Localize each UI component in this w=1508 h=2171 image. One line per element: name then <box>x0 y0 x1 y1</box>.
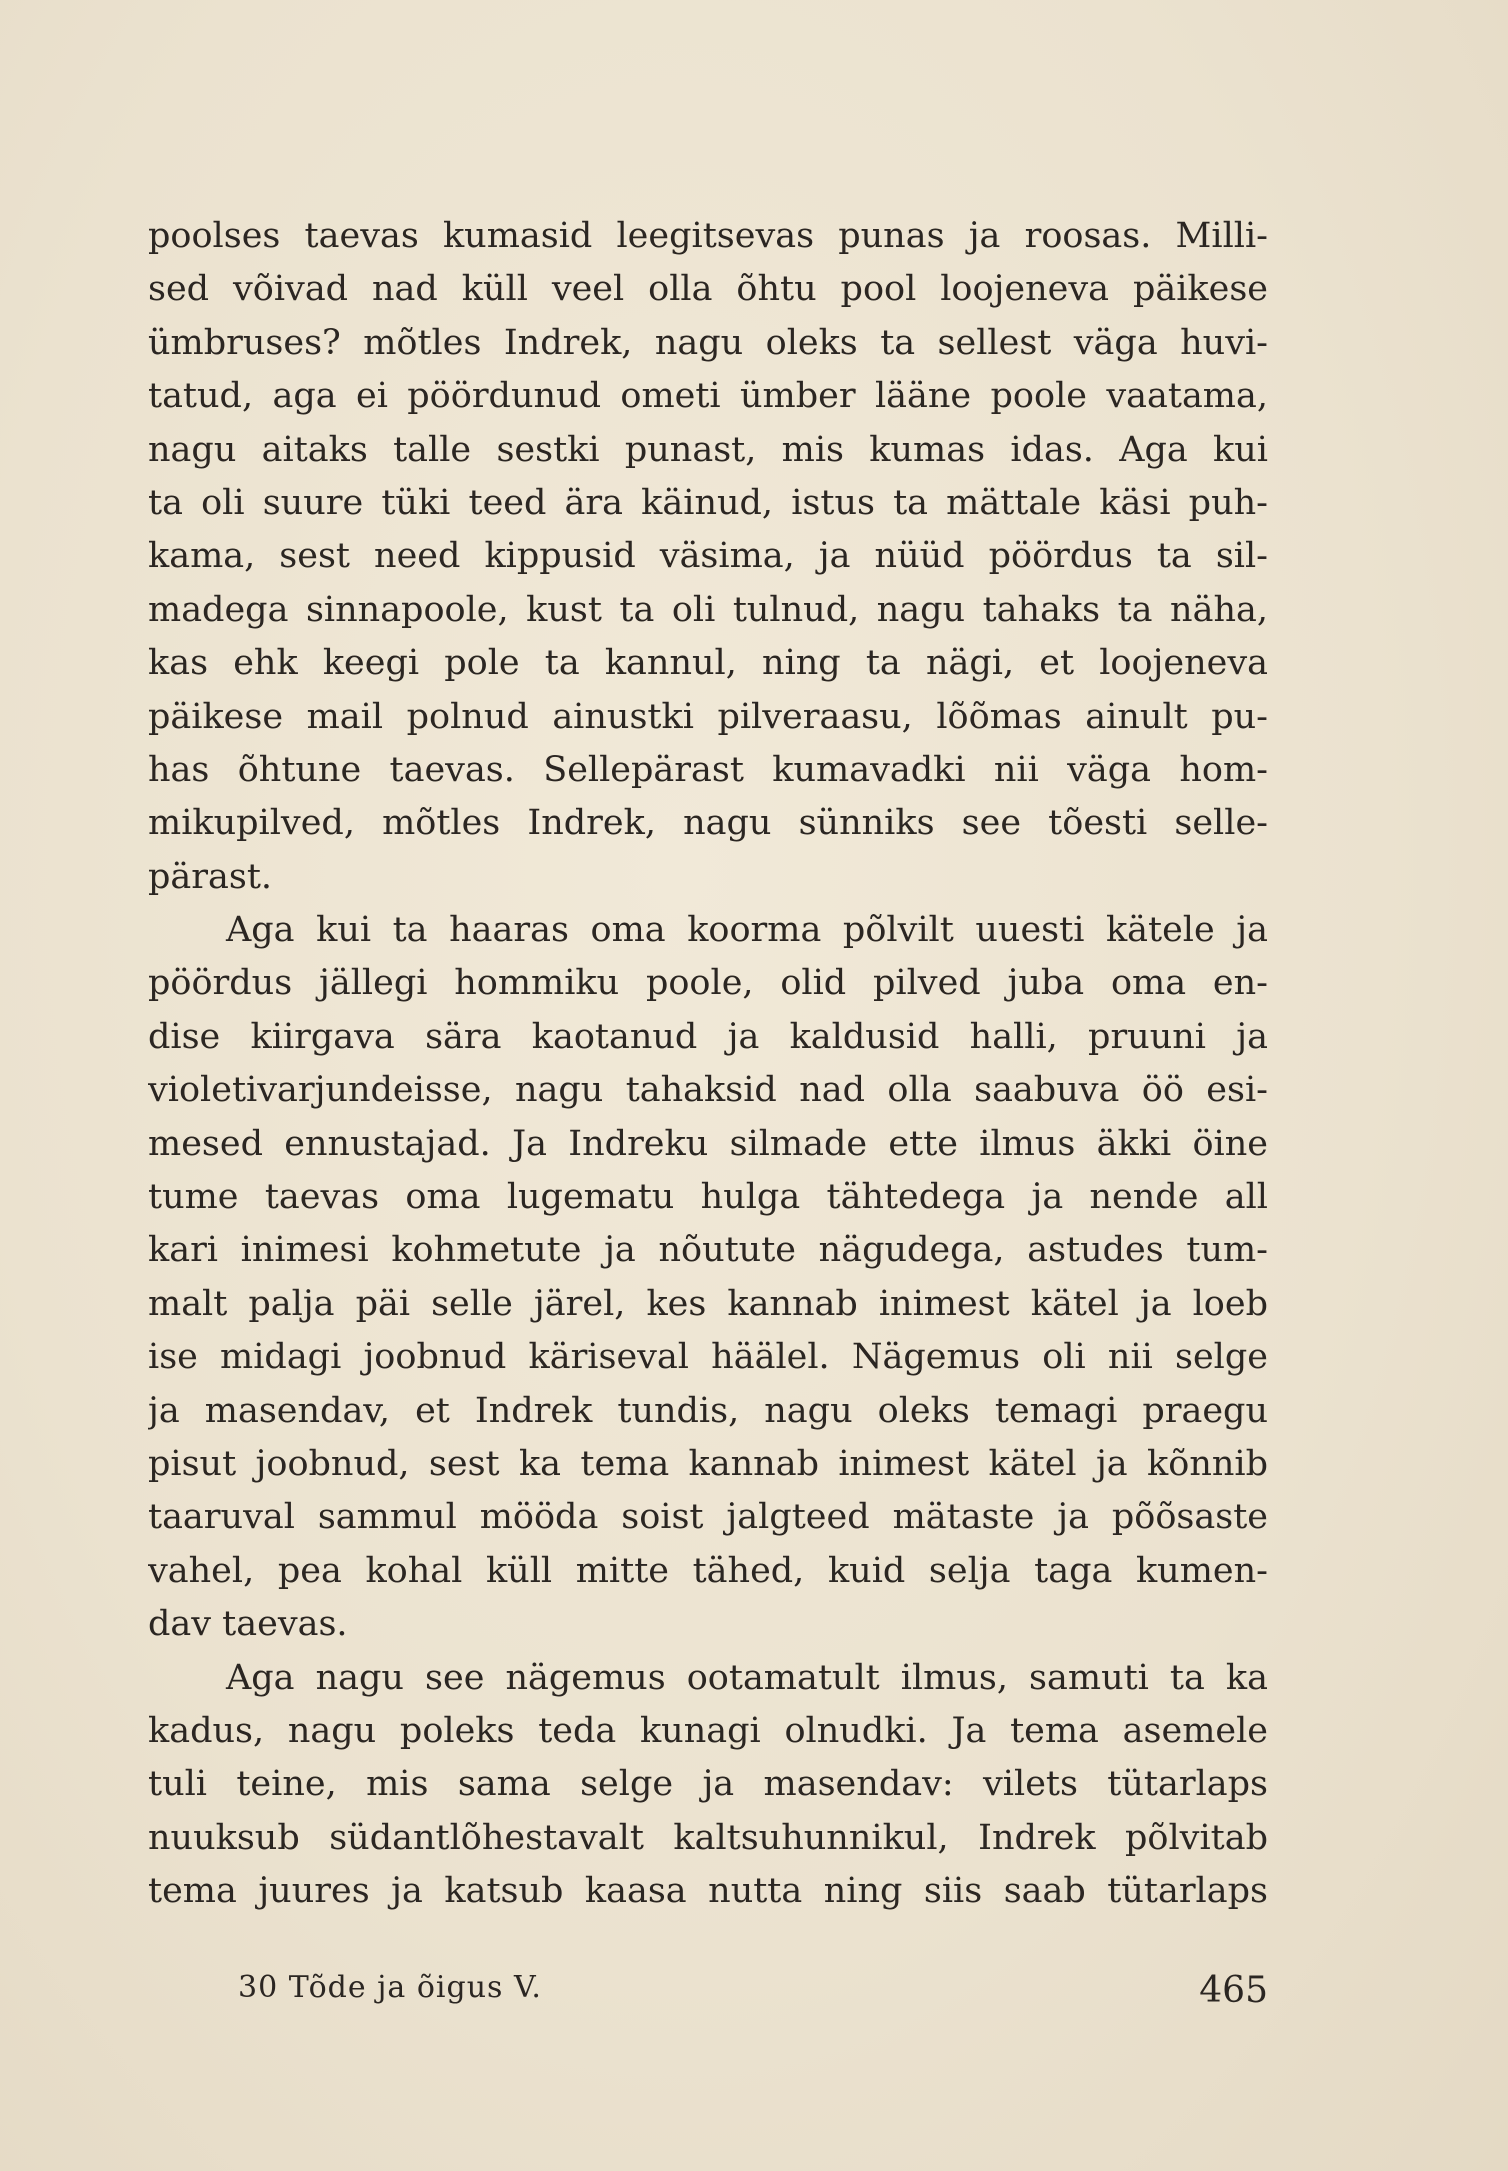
text-line: violetivarjundeisse, nagu tahaksid nad olla saabuva öö esi- <box>148 1070 1268 1111</box>
text-line: taaruval sammul mööda soist jalgteed mätaste ja põõsaste <box>148 1497 1268 1538</box>
paragraph-first-line: Aga nagu see nägemus ootamatult ilmus, samuti ta ka <box>226 1657 1268 1698</box>
printer-signature: 30 Tõde ja õigus V. <box>238 1970 542 2005</box>
text-line: tume taevas oma lugematu hulga tähtedega ja nende all <box>148 1177 1268 1218</box>
page-footer <box>148 1958 1268 2018</box>
text-line: nuuksub südantlõhestavalt kaltsuhunnikul, Indrek põlvitab <box>148 1817 1268 1858</box>
text-line: ise midagi joobnud käriseval häälel. Nägemus oli nii selge <box>148 1337 1268 1378</box>
text-line: päikese mail polnud ainustki pilveraasu, lõõmas ainult pu- <box>148 696 1268 737</box>
text-line: tema juures ja katsub kaasa nutta ning siis saab tütarlaps <box>148 1871 1268 1912</box>
text-line: ümbruses? mõtles Indrek, nagu oleks ta sellest väga huvi- <box>148 322 1268 363</box>
text-line: tatud, aga ei pöördunud ometi ümber lääne poole vaatama, <box>148 376 1268 417</box>
text-line: malt palja päi selle järel, kes kannab inimest kätel ja loeb <box>148 1283 1268 1324</box>
text-line: ta oli suure tüki teed ära käinud, istus ta mättale käsi puh- <box>148 482 1268 523</box>
text-line: kari inimesi kohmetute ja nõutute nägudega, astudes tum- <box>148 1230 1268 1271</box>
paragraph-first-line: Aga kui ta haaras oma koorma põlvilt uuesti kätele ja <box>226 910 1268 951</box>
text-line: vahel, pea kohal küll mitte tähed, kuid selja taga kumen- <box>148 1550 1268 1591</box>
text-line: mikupilved, mõtles Indrek, nagu sünniks see tõesti selle- <box>148 803 1268 844</box>
paragraph-end-line: dav taevas. <box>148 1604 348 1645</box>
text-line: dise kiirgava sära kaotanud ja kaldusid halli, pruuni ja <box>148 1016 1268 1057</box>
text-line: kas ehk keegi pole ta kannul, ning ta nägi, et loojeneva <box>148 643 1268 684</box>
text-line: madega sinnapoole, kust ta oli tulnud, nagu tahaks ta näha, <box>148 589 1268 630</box>
text-line: kadus, nagu poleks teda kunagi olnudki. Ja tema asemele <box>148 1710 1268 1751</box>
text-line: nagu aitaks talle sestki punast, mis kumas idas. Aga kui <box>148 429 1268 470</box>
body-text <box>148 210 1268 1919</box>
text-line: pöördus jällegi hommiku poole, olid pilved juba oma en- <box>148 963 1268 1004</box>
text-line: sed võivad nad küll veel olla õhtu pool loojeneva päikese <box>148 269 1268 310</box>
text-line: mesed ennustajad. Ja Indreku silmade ette ilmus äkki öine <box>148 1123 1268 1164</box>
text-line: poolses taevas kumasid leegitsevas punas ja roosas. Milli- <box>148 216 1268 256</box>
text-line: pisut joobnud, sest ka tema kannab inimest kätel ja kõnnib <box>148 1443 1268 1484</box>
text-line: has õhtune taevas. Sellepärast kumavadki nii väga hom- <box>148 749 1268 790</box>
text-line: tuli teine, mis sama selge ja masendav: vilets tütarlaps <box>148 1764 1268 1805</box>
paragraph-end-line: pärast. <box>148 856 273 897</box>
page-number: 465 <box>1199 1970 1268 2011</box>
text-line: ja masendav, et Indrek tundis, nagu oleks temagi praegu <box>148 1390 1268 1431</box>
text-line: kama, sest need kippusid väsima, ja nüüd pöördus ta sil- <box>148 536 1268 577</box>
